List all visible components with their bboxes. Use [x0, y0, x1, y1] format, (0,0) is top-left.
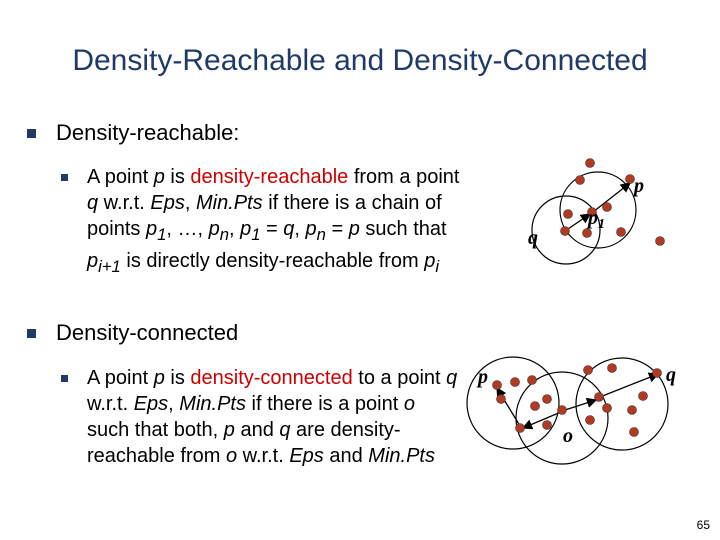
point-label-q: q: [666, 364, 676, 386]
reach-arrow: [600, 374, 658, 397]
data-point: [543, 395, 552, 404]
data-point: [558, 406, 567, 415]
data-point: [493, 381, 502, 390]
data-point: [653, 369, 662, 378]
reach-arrow: [565, 400, 596, 410]
reachable-definition: A point p is density-reachable from a point q w.r.t. Eps, Min.Pts if there is a chain of points $p_1$, …, $p_n$, $p_1 = q$, $p_n = p$ such that $p_{i+1}$ is directly density-reachable from $p_i$: [87, 166, 460, 276]
page-number: 65: [696, 518, 710, 532]
data-point: [639, 392, 648, 401]
data-point: [608, 364, 617, 373]
section-heading-reachable: Density-reachable:: [56, 120, 240, 145]
point-label-p: p: [634, 175, 644, 197]
data-point: [564, 210, 573, 219]
data-point: [497, 395, 506, 404]
data-point: [583, 229, 592, 238]
connected-definition: A point p is density-connected to a point q w.r.t. Eps, Min.Pts if there is a point o such that both, p and q are density-reachable from o w.r.t. Eps and Min.Pts: [87, 367, 458, 467]
data-point: [630, 428, 639, 437]
point-label-p: p: [478, 366, 488, 388]
eps-circle: [560, 172, 636, 248]
point-label-q: q: [528, 227, 538, 249]
data-point: [543, 421, 552, 430]
data-point: [586, 416, 595, 425]
data-point: [576, 176, 585, 185]
point-label-p1: $p_1$: [588, 207, 605, 232]
data-point: [628, 406, 637, 415]
data-point: [617, 228, 626, 237]
data-point: [603, 404, 612, 413]
data-point: [586, 159, 595, 168]
data-point: [561, 227, 570, 236]
section-heading-connected: Density-connected: [56, 320, 239, 345]
slide-title: Density-Reachable and Density-Connected: [72, 44, 648, 77]
data-point: [511, 378, 520, 387]
data-point: [595, 393, 604, 402]
reach-arrow: [497, 388, 520, 426]
data-point: [656, 237, 665, 246]
point-label-o: o: [563, 425, 573, 447]
data-point: [603, 203, 612, 212]
data-point: [584, 366, 593, 375]
data-point: [531, 402, 540, 411]
data-point: [528, 376, 537, 385]
data-point: [516, 424, 525, 433]
